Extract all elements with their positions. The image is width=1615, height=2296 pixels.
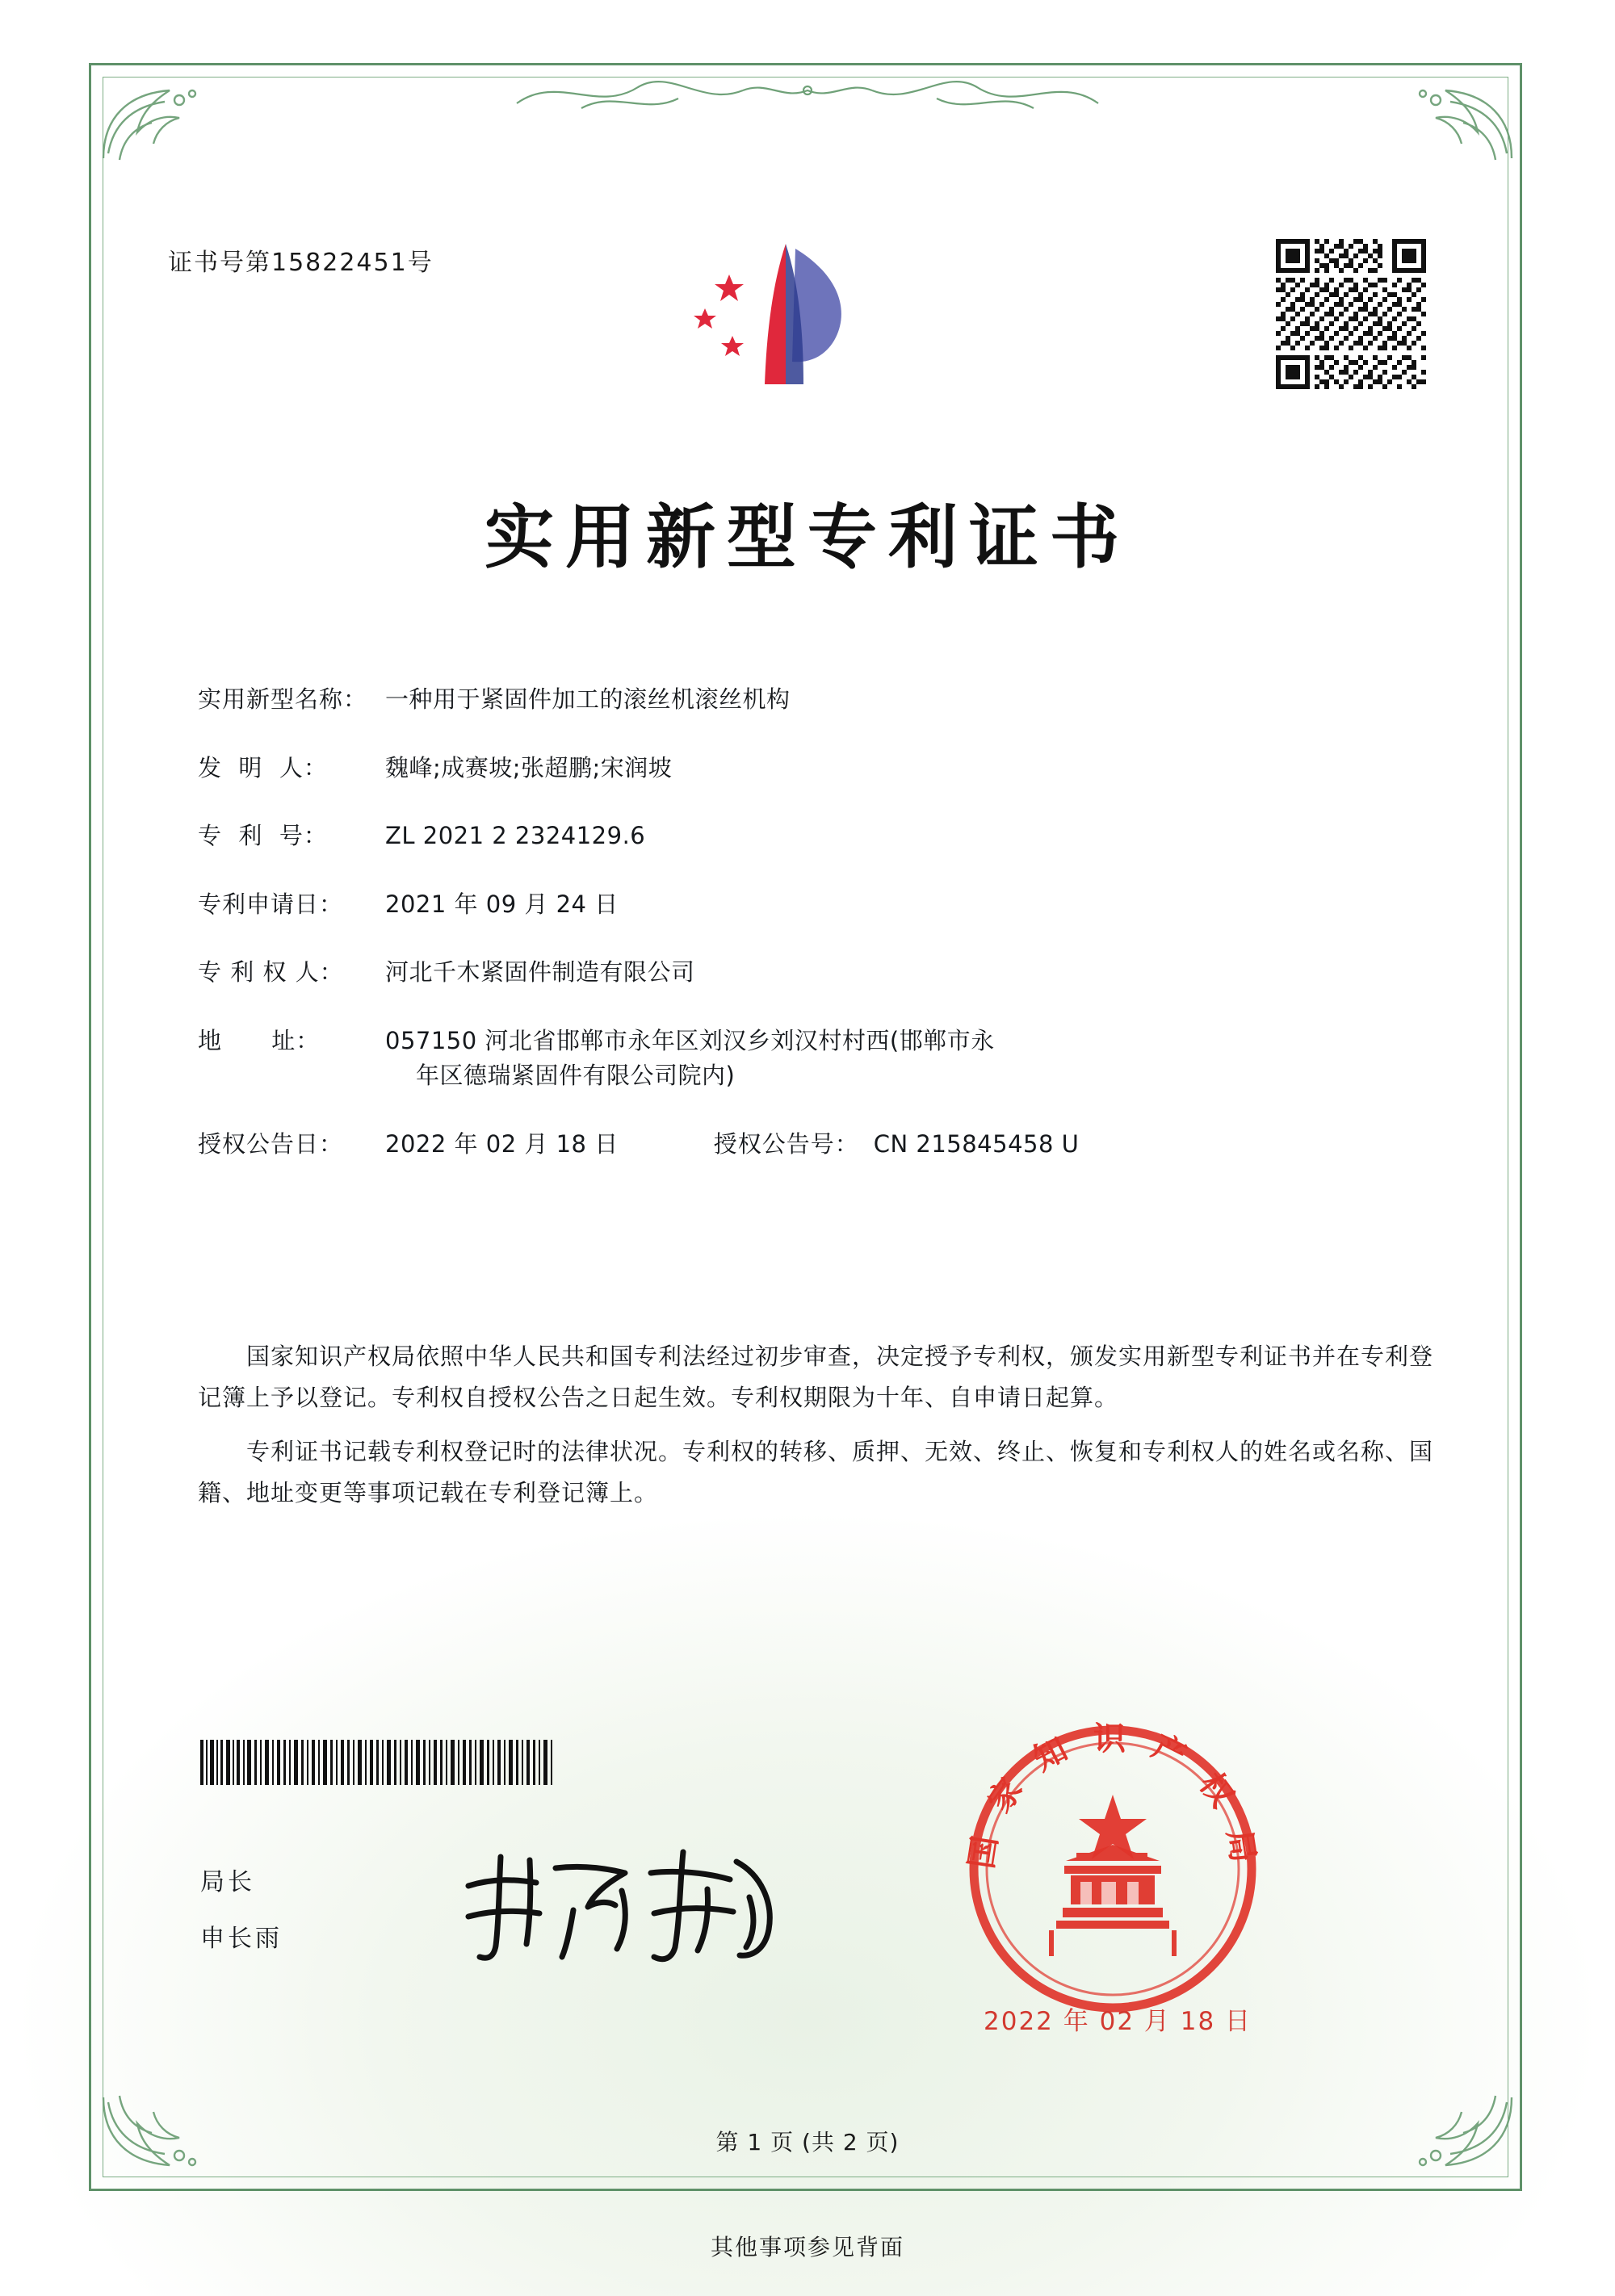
page-number: 第 1 页 (共 2 页) [715,2129,900,2156]
field-value-grant-date: 2022 年 02 月 18 日 [385,1129,619,1158]
paragraph-1: 国家知识产权局依照中华人民共和国专利法经过初步审查，决定授予专利权，颁发实用新型专利证书并在专利登记簿上予以登记。专利权自授权公告之日起生效。专利权期限为十年、自申请日起算。 [198,1343,1434,1412]
signature-title: 局长 [200,1868,255,1896]
field-label: 专 利 权 人： [198,958,344,986]
handwritten-signature-icon [452,1833,799,1970]
field-label: 地 址： [198,1026,321,1054]
field-value: 2021 年 09 月 24 日 [385,890,619,918]
field-value-grant-number: CN 215845458 U [873,1129,1080,1158]
field-value: ZL 2021 2 2324129.6 [385,822,646,849]
page-title: 实用新型专利证书 [484,497,1130,578]
seal-date: 2022 年 02 月 18 日 [984,2007,1252,2036]
legal-text [198,1336,1433,1527]
field-row-patent-number [198,819,1425,854]
address-line-2: 年区德瑞紧固件有限公司院内) [416,1062,736,1089]
field-value-address [385,1024,1425,1094]
back-side-note: 其他事项参见背面 [710,2234,904,2260]
field-row-application-date [198,887,1425,923]
corner-ornament-icon [95,69,216,166]
qr-code-icon [1276,239,1426,389]
field-label: 专 利 号： [198,822,328,849]
field-value: 一种用于紧固件加工的滚丝机滚丝机构 [385,685,791,713]
field-list [198,682,1425,1195]
field-label: 发 明 人： [198,753,328,781]
patent-office-emblem-icon [682,234,892,420]
field-row-address [198,1024,1425,1094]
field-label: 实用新型名称： [198,685,368,713]
field-row-utility-model-name [198,682,1425,718]
official-seal-icon [943,1699,1282,2038]
field-row-grant-announcement [198,1127,1425,1163]
svg-text:国 家 知 识 产 权 局: 国 家 知 识 产 权 局 [963,1720,1263,1871]
top-flourish-ornament-icon [501,66,1114,123]
corner-ornament-icon [1399,69,1520,166]
barcode-icon [200,1740,604,1785]
certificate-number: 证书号第15822451号 [168,249,434,277]
field-label-grant-date: 授权公告日： [198,1129,344,1158]
field-value: 河北千木紧固件制造有限公司 [385,958,695,986]
field-row-patentee [198,955,1425,991]
field-row-inventors [198,751,1425,786]
field-label: 专利申请日： [198,890,344,918]
field-label-grant-number: 授权公告号： [713,1129,859,1158]
field-value: 魏峰;成赛坡;张超鹏;宋润坡 [385,753,673,781]
paragraph-2: 专利证书记载专利权登记时的法律状况。专利权的转移、质押、无效、终止、恢复和专利权人的姓名或名称、国籍、地址变更等事项记载在专利登记簿上。 [198,1438,1434,1507]
address-line-1: 057150 河北省邯郸市永年区刘汉乡刘汉村村西(邯郸市永 [385,1026,995,1054]
signature-name: 申长雨 [200,1925,283,1953]
